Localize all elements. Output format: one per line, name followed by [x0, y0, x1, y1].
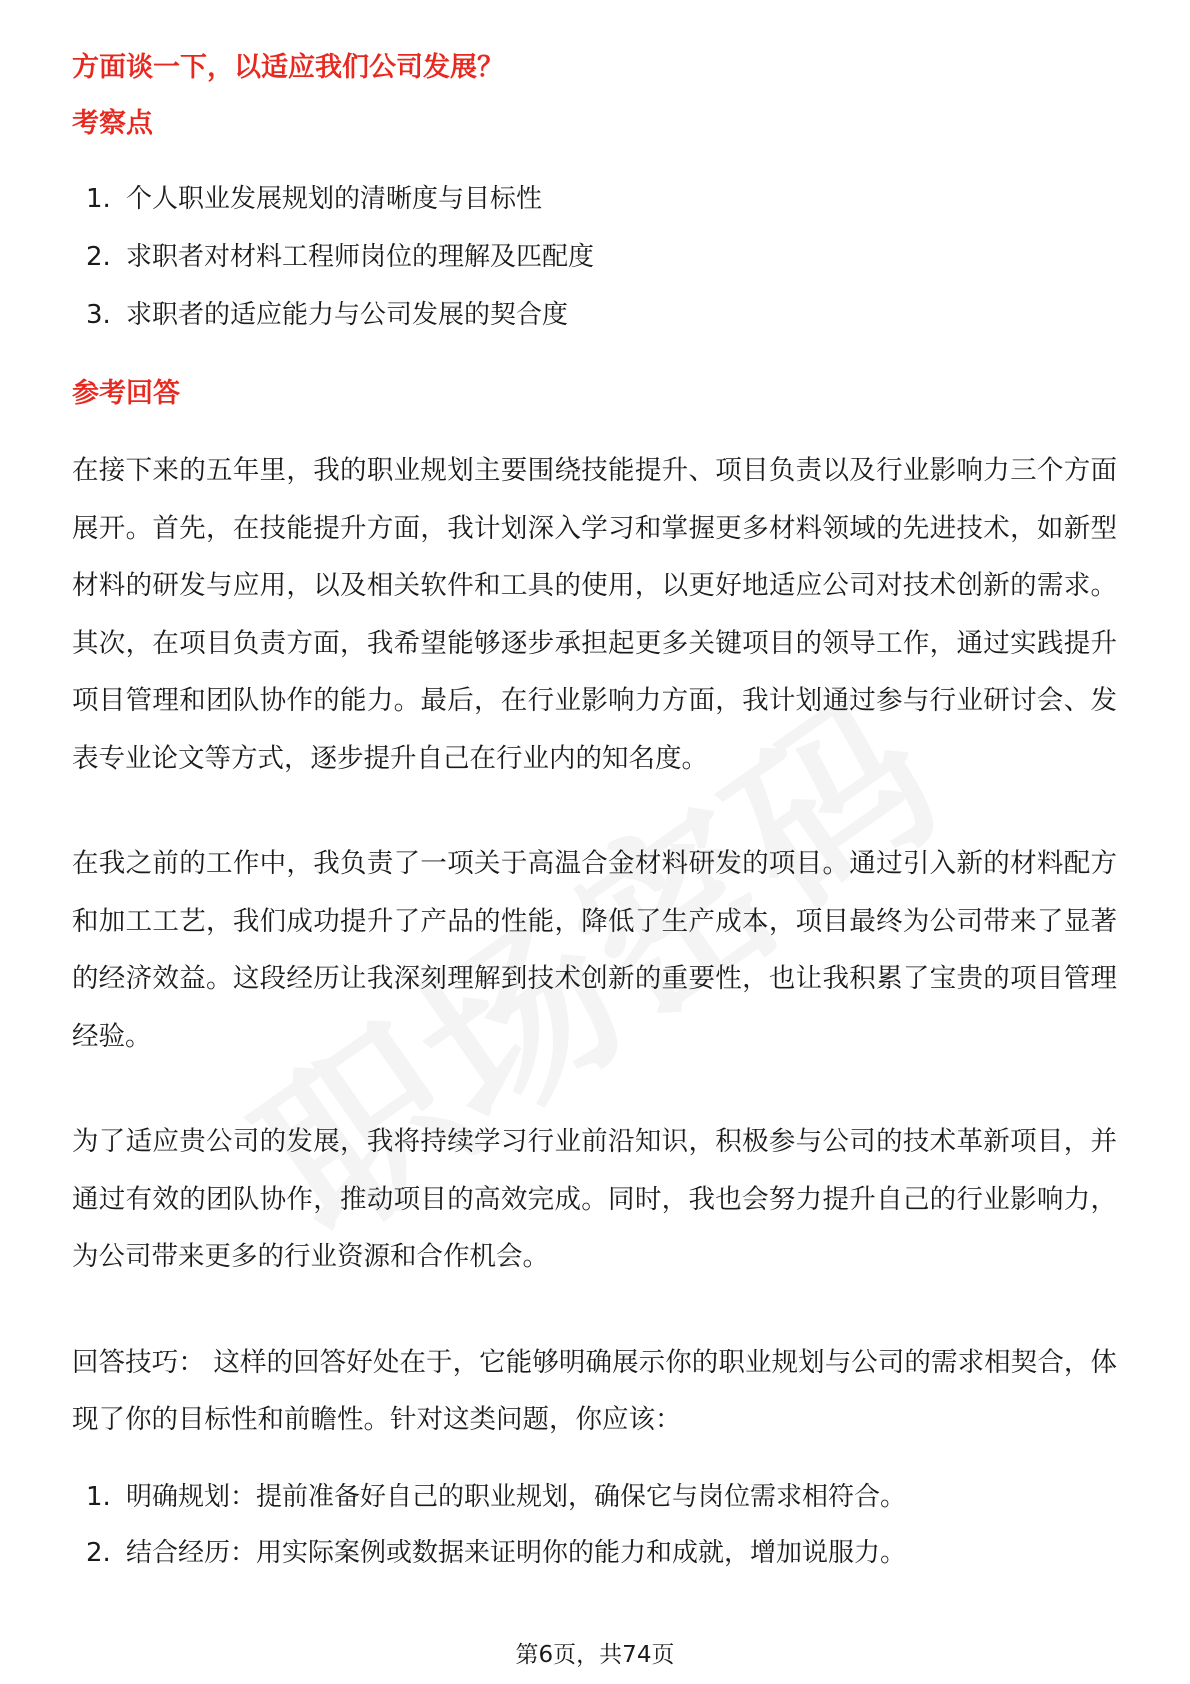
list-item: [72, 1525, 1117, 1581]
section-heading-points: 考察点: [72, 108, 153, 139]
document-page: [72, 40, 1117, 1581]
list-number: 1.: [86, 184, 111, 214]
list-text: 结合经历：用实际案例或数据来证明你的能力和成就，增加说服力。: [126, 1537, 907, 1568]
list-text: 求职者的适应能力与公司发展的契合度: [126, 300, 569, 330]
section-heading-answer: 参考回答: [72, 378, 180, 409]
points-list: [72, 170, 1117, 344]
list-number: 2.: [86, 1537, 111, 1568]
list-item: [72, 286, 1117, 344]
question-title: 方面谈一下，以适应我们公司发展？: [72, 52, 504, 83]
answer-paragraph: 为了适应贵公司的发展，我将持续学习行业前沿知识，积极参与公司的技术革新项目，并通过有效的团队协作，推动项目的高效完成。同时，我也会努力提升自己的行业影响力，为公司带来更多的行业资源和合作机会。: [72, 1126, 1117, 1272]
list-number: 2.: [86, 242, 111, 272]
list-text: 个人职业发展规划的清晰度与目标性: [126, 184, 543, 214]
list-text: 明确规划：提前准备好自己的职业规划，确保它与岗位需求相符合。: [126, 1481, 907, 1512]
list-item: [72, 170, 1117, 228]
list-number: 1.: [86, 1481, 111, 1512]
tips-paragraph: 回答技巧： 这样的回答好处在于，它能够明确展示你的职业规划与公司的需求相契合，体现了你的目标性和前瞻性。针对这类问题，你应该：: [72, 1346, 1117, 1435]
answer-paragraph: 在我之前的工作中，我负责了一项关于高温合金材料研发的项目。通过引入新的材料配方和加工工艺，我们成功提升了产品的性能，降低了生产成本，项目最终为公司带来了显著的经济效益。这段经历让我深刻理解到技术创新的重要性，也让我积累了宝贵的项目管理经验。: [72, 848, 1117, 1052]
list-text: 求职者对材料工程师岗位的理解及匹配度: [126, 242, 595, 272]
page-footer: 第6页，共74页: [515, 1642, 675, 1668]
list-item: [72, 228, 1117, 286]
list-number: 3.: [86, 300, 111, 330]
list-item: [72, 1469, 1117, 1525]
answer-paragraph: 在接下来的五年里，我的职业规划主要围绕技能提升、项目负责以及行业影响力三个方面展开。首先，在技能提升方面，我计划深入学习和掌握更多材料领域的先进技术，如新型材料的研发与应用，以及相关软件和工具的使用，以更好地适应公司对技术创新的需求。其次，在项目负责方面，我希望能够逐步承担起更多关键项目的领导工作，通过实践提升项目管理和团队协作的能力。最后，在行业影响力方面，我计划通过参与行业研讨会、发表专业论文等方式，逐步提升自己在行业内的知名度。: [72, 455, 1117, 774]
tips-list: [72, 1469, 1117, 1581]
